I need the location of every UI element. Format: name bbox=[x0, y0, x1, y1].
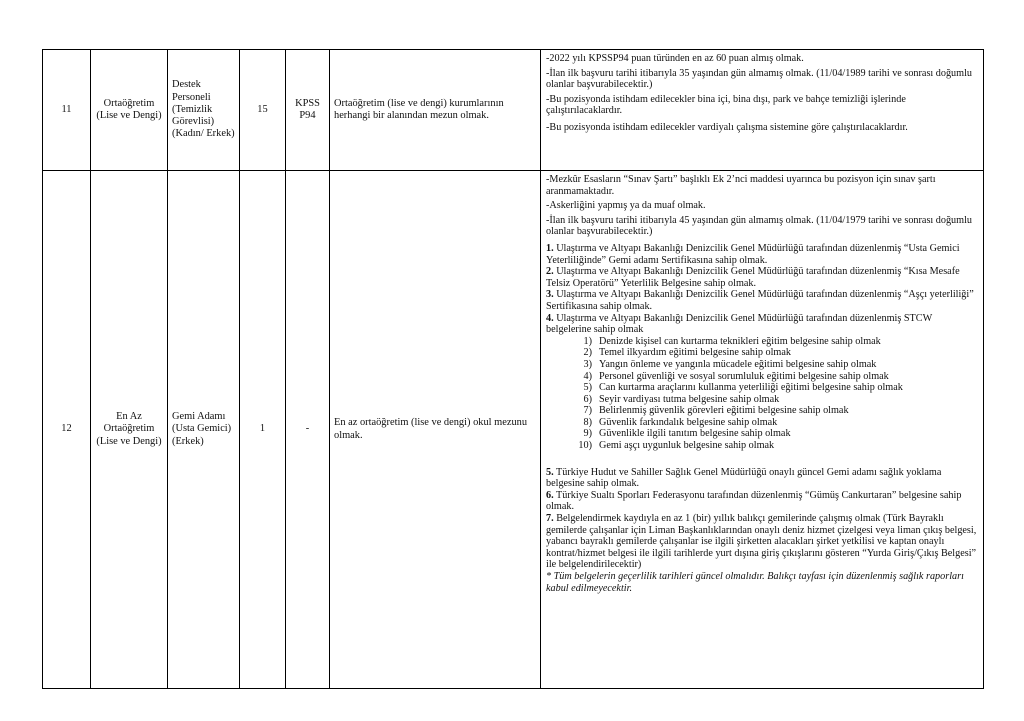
item-text: Ulaştırma ve Altyapı Bakanlığı Denizcilik Genel Müdürlüğü tarafından düzenlenmiş “Usta Gemici Yeterliliğinde” Gemi adamı Sertifikasına sahip olmak. bbox=[546, 242, 960, 266]
score-type: - bbox=[286, 171, 330, 689]
list-item bbox=[546, 405, 978, 417]
list-text: Güvenlik farkındalık belgesine sahip olmak bbox=[599, 416, 778, 428]
score-type: KPSS P94 bbox=[286, 50, 330, 171]
list-number: 2) bbox=[583, 347, 592, 359]
numbered-item bbox=[546, 243, 978, 266]
item-number: 3. bbox=[546, 289, 554, 301]
requirement: -İlan ilk başvuru tarihi itibarıyla 45 yaşından gün almamış olmak. (11/04/1979 tarihi ve sonrası doğumlu olanlar başvurabilecektir.) bbox=[546, 214, 973, 238]
item-text: Ulaştırma ve Altyapı Bakanlığı Denizcilik Genel Müdürlüğü tarafından düzenlenmiş STCW belgelerine sahip olmak bbox=[546, 312, 932, 336]
position-name: Destek Personeli (Temizlik Görevlisi) bbox=[172, 79, 215, 128]
list-item bbox=[546, 440, 978, 452]
list-number: 6) bbox=[583, 393, 592, 405]
position-gender: (Erkek) bbox=[172, 435, 204, 447]
list-item bbox=[546, 382, 978, 394]
position-gender: (Kadın/ Erkek) bbox=[172, 128, 235, 140]
education-level: En Az Ortaöğretim (Lise ve Dengi) bbox=[91, 171, 168, 689]
position-count: 1 bbox=[240, 171, 286, 689]
item-number: 1. bbox=[546, 242, 554, 254]
item-number: 4. bbox=[546, 312, 554, 324]
list-text: Gemi aşçı uygunluk belgesine sahip olmak bbox=[599, 440, 775, 452]
list-number: 7) bbox=[583, 405, 592, 417]
list-text: Temel ilkyardım eğitimi belgesine sahip olmak bbox=[599, 347, 791, 359]
list-item bbox=[546, 371, 978, 383]
education-level: Ortaöğretim (Lise ve Dengi) bbox=[91, 50, 168, 171]
row-number: 12 bbox=[43, 171, 91, 689]
item-text: Türkiye Hudut ve Sahiller Sağlık Genel Müdürlüğü onaylı güncel Gemi adamı sağlık yoklama belgesine sahip olmak. bbox=[546, 466, 942, 490]
list-item bbox=[546, 359, 978, 371]
qualification: Ortaöğretim (lise ve dengi) kurumlarının herhangi bir alanından mezun olmak. bbox=[330, 50, 541, 171]
list-text: Seyir vardiyası tutma belgesine sahip olmak bbox=[599, 393, 780, 405]
position-count: 15 bbox=[240, 50, 286, 171]
numbered-item bbox=[546, 289, 978, 312]
list-text: Yangın önleme ve yangınla mücadele eğitimi belgesine sahip olmak bbox=[599, 358, 877, 370]
numbered-item bbox=[546, 467, 978, 490]
list-number: 4) bbox=[583, 370, 592, 382]
list-item bbox=[546, 417, 978, 429]
positions-table bbox=[42, 49, 984, 689]
list-number: 1) bbox=[583, 335, 592, 347]
table-row bbox=[43, 50, 984, 171]
requirement: -2022 yılı KPSSP94 puan türünden en az 60 puan almış olmak. bbox=[546, 53, 804, 64]
stcw-certificate-list bbox=[546, 336, 978, 452]
list-number: 9) bbox=[583, 428, 592, 440]
footnote: * Tüm belgelerin geçerlilik tarihleri güncel olmalıdır. Balıkçı tayfası için düzenlenmiş sağlık raporları kabul edilmeyecektir. bbox=[546, 571, 964, 594]
list-number: 3) bbox=[583, 358, 592, 370]
row-number: 11 bbox=[43, 50, 91, 171]
numbered-item bbox=[546, 266, 978, 289]
requirements bbox=[541, 171, 984, 689]
list-item bbox=[546, 347, 978, 359]
list-text: Can kurtarma araçlarını kullanma yeterliliği eğitimi belgesine sahip olmak bbox=[599, 382, 903, 394]
numbered-item bbox=[546, 513, 978, 571]
item-number: 7. bbox=[546, 513, 554, 525]
list-text: Belirlenmiş güvenlik görevleri eğitimi belgesine sahip olmak bbox=[599, 405, 849, 417]
item-number: 5. bbox=[546, 466, 554, 478]
numbered-item bbox=[546, 313, 978, 336]
item-text: Türkiye Sualtı Sporları Federasyonu tarafından düzenlenmiş “Gümüş Cankurtaran” belgesine sahip olmak. bbox=[546, 489, 962, 513]
table-row bbox=[43, 171, 984, 689]
list-number: 8) bbox=[583, 416, 592, 428]
requirement: -Bu pozisyonda istihdam edilecekler vardiyalı çalışma sistemine göre çalıştırılacaklardır. bbox=[546, 121, 908, 133]
item-text: Ulaştırma ve Altyapı Bakanlığı Denizcilik Genel Müdürlüğü tarafından düzenlenmiş “Aşçı yeterliliği” Sertifikasına sahip olmak. bbox=[546, 289, 974, 312]
qualification: En az ortaöğretim (lise ve dengi) okul mezunu olmak. bbox=[330, 171, 541, 689]
list-number: 5) bbox=[583, 382, 592, 394]
list-text: Personel güvenliği ve sosyal sorumluluk eğitimi belgesine sahip olmak bbox=[599, 370, 889, 382]
item-number: 2. bbox=[546, 266, 554, 278]
list-item bbox=[546, 428, 978, 440]
requirement: -Bu pozisyonda istihdam edilecekler bina içi, bina dışı, park ve bahçe temizliği işlerinde çalıştırılacaklardır. bbox=[546, 93, 906, 117]
list-number: 10) bbox=[578, 440, 592, 452]
list-text: Güvenlikle ilgili tanıtım belgesine sahip olmak bbox=[599, 428, 791, 440]
list-text: Denizde kişisel can kurtarma teknikleri eğitim belgesine sahip olmak bbox=[599, 335, 881, 347]
requirement: -Askerliğini yapmış ya da muaf olmak. bbox=[546, 200, 706, 212]
position-name: Gemi Adamı (Usta Gemici) bbox=[172, 411, 232, 435]
item-text: Ulaştırma ve Altyapı Bakanlığı Denizcilik Genel Müdürlüğü tarafından düzenlenmiş “Kısa Mesafe Telsiz Operatörü” Yeterlilik Belgesine sahip olmak. bbox=[546, 266, 960, 289]
position-title bbox=[168, 50, 240, 171]
requirement: -Mezkûr Esasların “Sınav Şartı” başlıklı Ek 2’nci maddesi uyarınca bu pozisyon için sınav şartı aranmamaktadır. bbox=[546, 174, 936, 197]
position-title bbox=[168, 171, 240, 689]
requirement: -İlan ilk başvuru tarihi itibarıyla 35 yaşından gün almamış olmak. (11/04/1989 tarihi ve sonrası doğumlu olanlar başvurabilecektir.) bbox=[546, 67, 973, 91]
numbered-item bbox=[546, 490, 978, 513]
list-item bbox=[546, 394, 978, 406]
requirements bbox=[541, 50, 984, 171]
list-item bbox=[546, 336, 978, 348]
item-text: Belgelendirmek kaydıyla en az 1 (bir) yıllık balıkçı gemilerinde çalışmış olmak (Türk Bayraklı gemilerde çalışanlar için Liman Başkanlıklarından onaylı deniz hizmet çizelgesi veya liman çıkış belgesi, yabancı bayraklı gemilerde çalışanlar ise ilgili şirketten alacakları şirket yetkilisi ve kaptan onaylı kontrat/hizmet belgesi ile ilgili tarihlerde yurt dışına giriş çıkışlarını gösteren “Yurda Giriş/Çıkış Belgesi” ile belgelendirilecektir) bbox=[546, 513, 977, 571]
item-number: 6. bbox=[546, 489, 554, 501]
